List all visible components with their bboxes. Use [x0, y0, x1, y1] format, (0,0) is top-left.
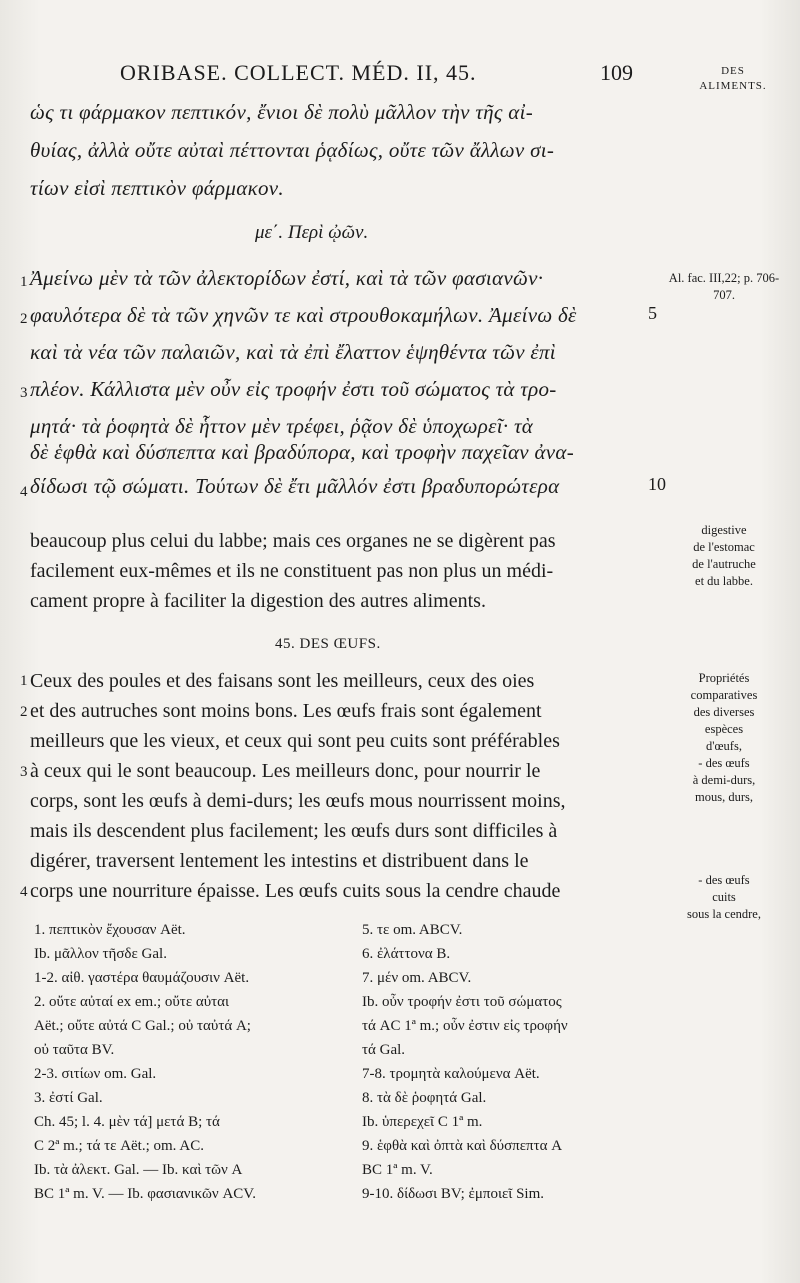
line-number: 3: [20, 385, 28, 401]
footnote: BC 1ª m. V. — Ib. φασιανικῶν ACV.: [34, 1186, 256, 1202]
french-line: facilement eux-mêmes et ils ne constituent pas non plus un médi-: [30, 560, 554, 582]
greek-heading: με΄. Περὶ ᾠῶν.: [255, 222, 369, 243]
footnote: 7-8. τρομητὰ καλούμενα Aët.: [362, 1066, 540, 1082]
line-number: 4: [20, 884, 28, 900]
right-line-number: 5: [648, 303, 657, 323]
side-reference: Al. fac. III,22; p. 706-707.: [668, 271, 780, 302]
greek-line: ὡς τι φάρμακον πεπτικόν, ἔνιοι δὲ πολὺ μᾶλλον τὴν τῆς αἰ-: [30, 100, 533, 124]
footnote: τά Gal.: [362, 1042, 406, 1058]
greek-line: δίδωσι τῷ σώματι. Τούτων δὲ ἔτι μᾶλλόν ἐστι βραδυπορώτερα: [30, 474, 560, 498]
french-line: corps une nourriture épaisse. Les œufs cuits sous la cendre chaude: [30, 880, 561, 902]
footnote: 2. οὔτε αὐταί ex em.; οὔτε αὐται: [34, 994, 230, 1010]
footnote: 1-2. αἰθ. γαστέρα θαυμάζουσιν Aët.: [34, 970, 250, 986]
side-title: DES ALIMENTS.: [699, 65, 767, 92]
footnote: 9. ἑφθὰ καὶ ὀπτὰ καὶ δύσπεπτα A: [362, 1138, 563, 1154]
footnote: Ch. 45; l. 4. μὲν τά] μετά B; τά: [34, 1114, 220, 1130]
line-number: 3: [20, 764, 28, 780]
footnote: 3. ἐστί Gal.: [34, 1090, 103, 1106]
footnote: οὐ ταῦτα BV.: [34, 1042, 115, 1058]
footnote: 1. πεπτικὸν ἔχουσαν Aët.: [34, 922, 186, 938]
right-line-number: 10: [648, 474, 666, 494]
footnote: 6. ἐλάττονα B.: [362, 946, 451, 962]
footnote: Aët.; οὔτε αὐτά C Gal.; οὐ ταὐτά A;: [34, 1018, 251, 1034]
footnote: Ib. ὑπερεχεῖ C 1ª m.: [362, 1114, 483, 1130]
french-line: à ceux qui le sont beaucoup. Les meilleurs donc, pour nourrir le: [30, 760, 541, 782]
footnote: Ib. μᾶλλον τῆσδε Gal.: [34, 946, 167, 962]
greek-line: τίων εἰσὶ πεπτικὸν φάρμακον.: [30, 176, 284, 200]
greek-line: θυίας, ἀλλὰ οὔτε αὐταὶ πέττονται ῥᾳδίως, οὔτε τῶν ἄλλων σι-: [30, 138, 555, 162]
french-line: corps, sont les œufs à demi-durs; les œufs mous nourrissent moins,: [30, 790, 566, 812]
footnote: 9-10. δίδωσι BV; ἐμποιεῖ Sim.: [362, 1186, 545, 1202]
page-number: 109: [600, 60, 633, 85]
french-line: meilleurs que les vieux, et ceux qui sont peu cuits sont préférables: [30, 730, 560, 752]
french-line: et des autruches sont moins bons. Les œufs frais sont également: [30, 700, 542, 722]
footnote: Ib. τὰ ἀλεκτ. Gal. — Ib. καὶ τῶν A: [34, 1162, 243, 1178]
line-number: 1: [20, 673, 28, 689]
greek-line: καὶ τὰ νέα τῶν παλαιῶν, καὶ τὰ ἐπὶ ἔλαττον ἑψηθέντα τῶν ἐπὶ: [30, 340, 556, 364]
french-line: Ceux des poules et des faisans sont les meilleurs, ceux des oies: [30, 670, 535, 692]
footnote: C 2ª m.; τά τε Aët.; om. AC.: [34, 1138, 204, 1154]
greek-line: δὲ ἑφθὰ καὶ δύσπεπτα καὶ βραδύπορα, καὶ τροφὴν παχεῖαν ἀνα-: [30, 440, 575, 464]
french-line: cament propre à faciliter la digestion des autres aliments.: [30, 590, 486, 612]
footnote: Ib. οὖν τροφήν ἐστι τοῦ σώματος: [362, 994, 562, 1010]
line-number: 2: [20, 704, 28, 720]
greek-line: φαυλότερα δὲ τὰ τῶν χηνῶν τε καὶ στρουθοκαμήλων. Ἀμείνω δὲ: [30, 303, 577, 327]
line-number: 2: [20, 311, 28, 327]
side-note: Propriétés comparatives des diverses espèces d'œufs, - des œufs à demi-durs, mous, durs,: [690, 671, 758, 804]
footnote: BC 1ª m. V.: [362, 1162, 433, 1178]
footnote: 5. τε om. ABCV.: [362, 922, 463, 938]
side-note: - des œufs cuits sous la cendre,: [687, 873, 761, 921]
line-number: 4: [20, 484, 28, 500]
greek-line: πλέον. Κάλλιστα μὲν οὖν εἰς τροφήν ἐστι τοῦ σώματος τὰ τρο-: [30, 377, 557, 401]
french-line: mais ils descendent plus facilement; les œufs durs sont difficiles à: [30, 820, 558, 842]
line-number: 1: [20, 274, 28, 290]
french-line: digérer, traversent lentement les intestins et distribuent dans le: [30, 850, 529, 872]
greek-line: Ἀμείνω μὲν τὰ τῶν ἀλεκτορίδων ἐστί, καὶ τὰ τῶν φασιανῶν·: [30, 266, 544, 290]
french-heading: 45. DES ŒUFS.: [275, 636, 381, 652]
running-title: ORIBASE. COLLECT. MÉD. II, 45.: [120, 60, 477, 85]
footnote: 7. μέν om. ABCV.: [362, 970, 472, 986]
greek-line: μητά· τὰ ῥοφητὰ δὲ ἧττον μὲν τρέφει, ῥᾷον δὲ ὑποχωρεῖ· τὰ: [30, 414, 534, 438]
side-note: digestive de l'estomac de l'autruche et du labbe.: [692, 523, 756, 588]
footnote: 2-3. σιτίων om. Gal.: [34, 1066, 157, 1082]
footnote: 8. τὰ δὲ ῥοφητά Gal.: [362, 1090, 487, 1106]
french-line: beaucoup plus celui du labbe; mais ces organes ne se digèrent pas: [30, 530, 556, 552]
footnote: τά AC 1ª m.; οὖν ἐστιν εἰς τροφήν: [362, 1018, 568, 1034]
